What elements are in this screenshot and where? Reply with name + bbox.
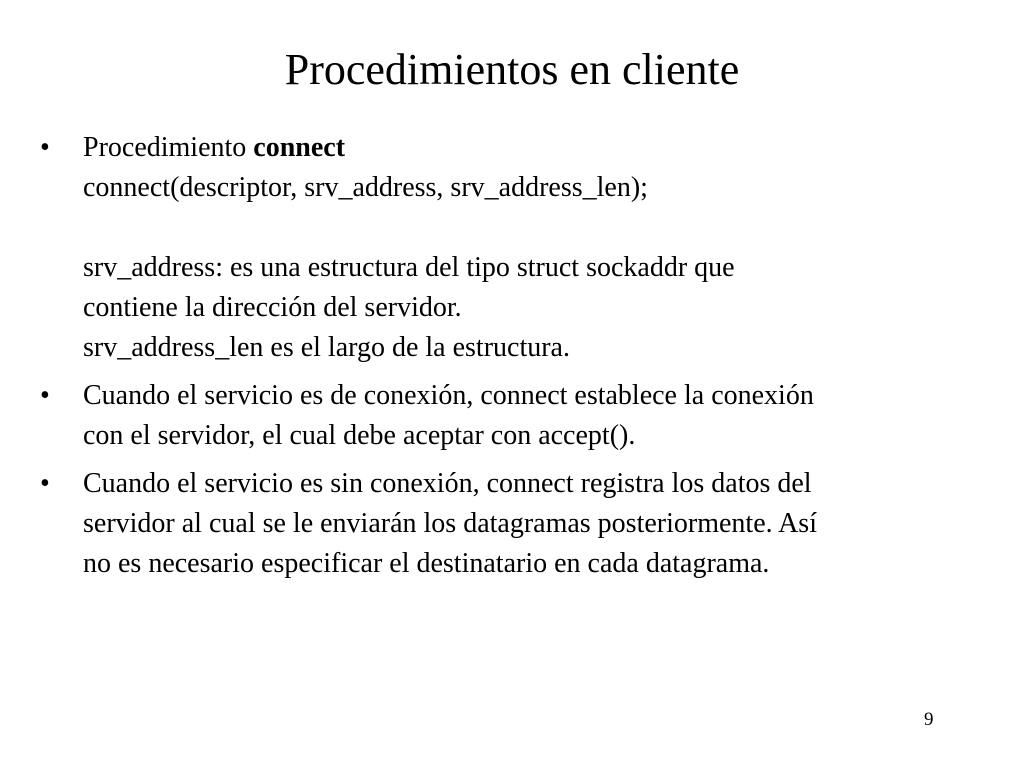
bullet-heading-text: Procedimiento — [83, 132, 254, 163]
bullet-icon: • — [40, 468, 50, 499]
bullet-item-connect — [40, 128, 990, 368]
srv-address-len-description: srv_address_len es el largo de la estructura. — [83, 332, 570, 363]
srv-address-description-line-2: contiene la dirección del servidor. — [83, 292, 462, 323]
bullet-heading-keyword: connect — [253, 132, 346, 163]
srv-address-description-line-1: srv_address: es una estructura del tipo struct sockaddr que — [83, 252, 735, 283]
page-number: 9 — [924, 709, 934, 730]
connectionless-service-line-1: Cuando el servicio es sin conexión, connect registra los datos del — [83, 468, 812, 499]
bullet-item-connection-service — [40, 376, 990, 456]
bullet-heading — [83, 128, 990, 168]
slide-title: Procedimientos en cliente — [284, 45, 740, 94]
connection-service-line-1: Cuando el servicio es de conexión, connect establece la conexión — [83, 380, 814, 411]
connectionless-service-line-3: no es necesario especificar el destinatario en cada datagrama. — [83, 548, 770, 579]
connectionless-service-line-2: servidor al cual se le enviarán los datagramas posteriormente. Así — [83, 508, 817, 539]
bullet-item-connectionless-service — [40, 464, 990, 584]
bullet-icon: • — [40, 380, 50, 411]
blank-line — [83, 208, 990, 248]
connect-signature: connect(descriptor, srv_address, srv_address_len); — [83, 172, 648, 203]
bullet-list — [40, 128, 990, 592]
connection-service-line-2: con el servidor, el cual debe aceptar con accept(). — [83, 420, 636, 451]
bullet-icon: • — [40, 132, 50, 163]
